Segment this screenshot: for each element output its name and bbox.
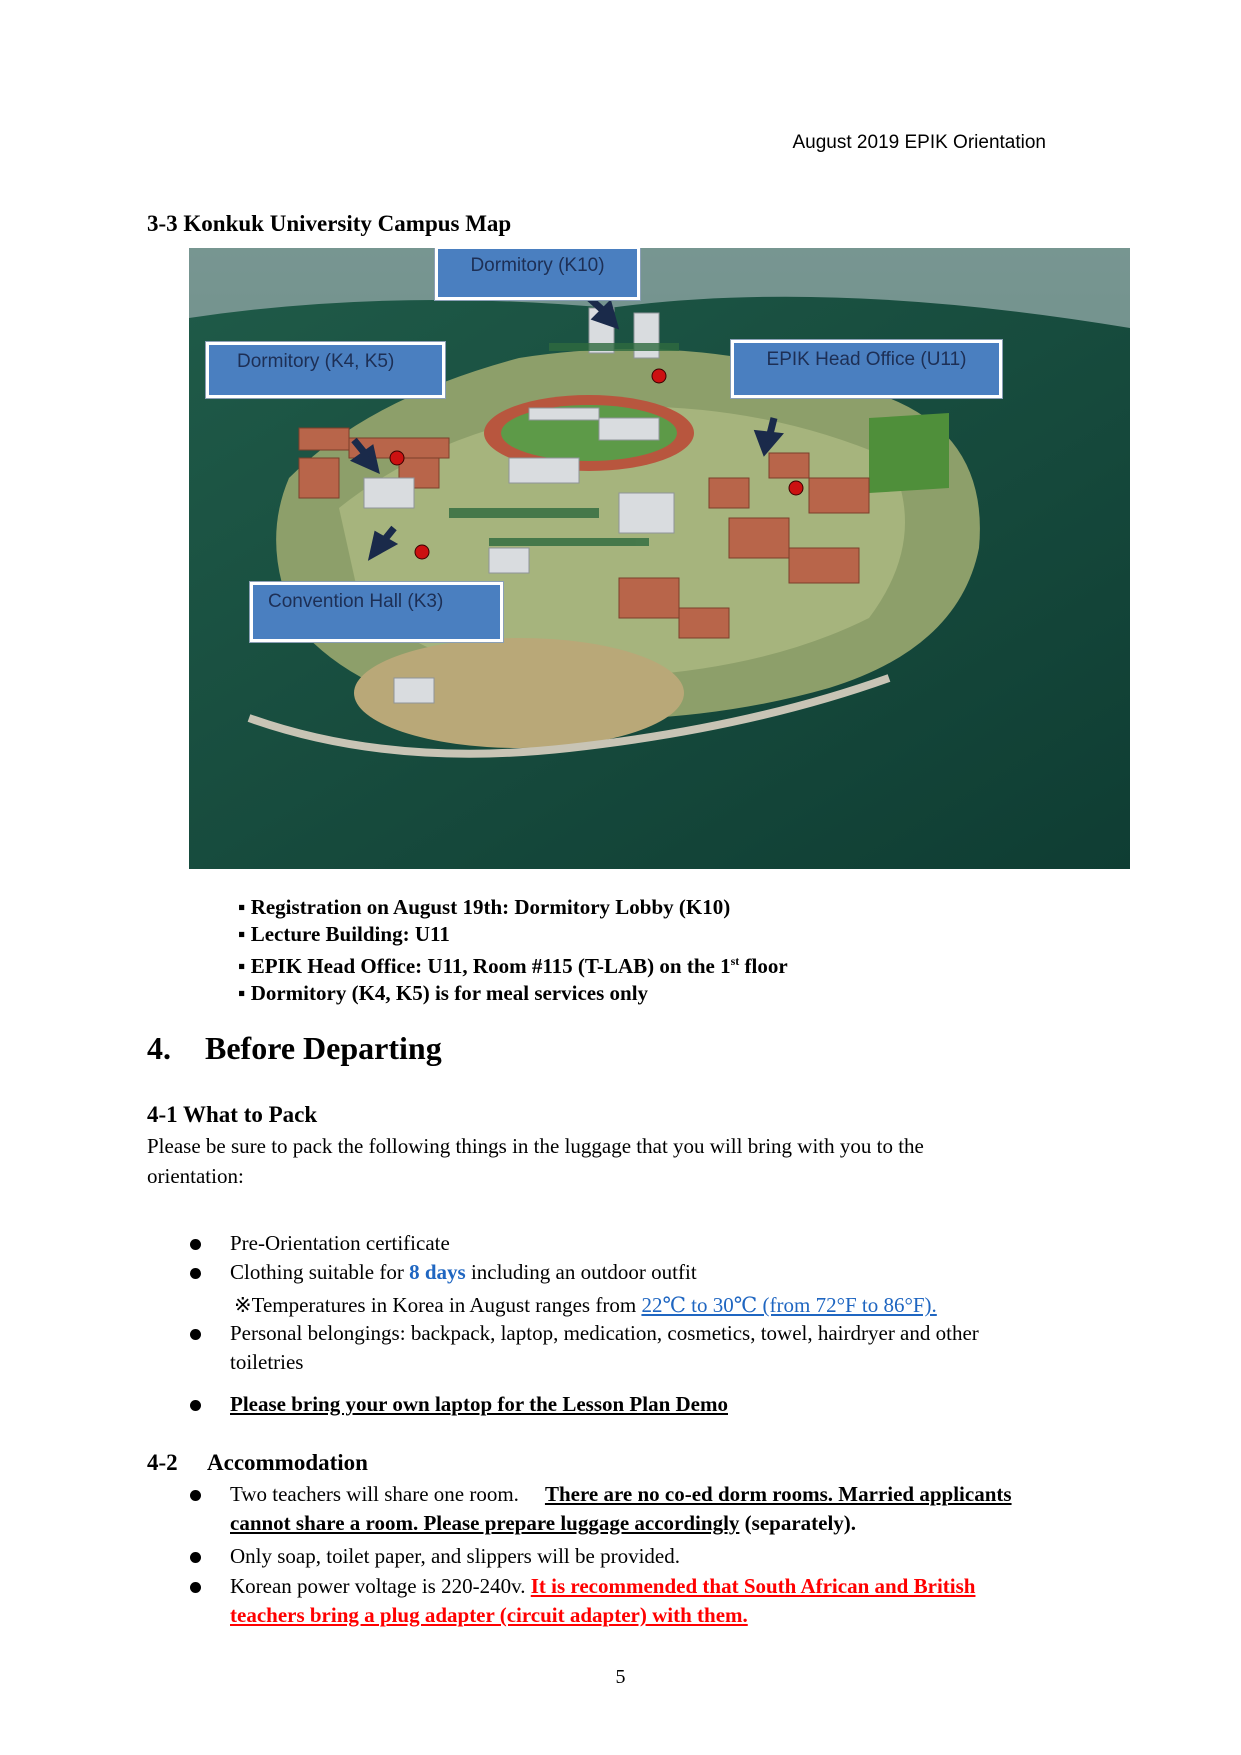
page-number: 5 [615,1666,626,1688]
pack-item-certificate: Pre-Orientation certificate [230,1229,1110,1258]
note-registration: ▪ Registration on August 19th: Dormitory Lobby (K10) [238,895,731,919]
accommodation-item-amenities: Only soap, toilet paper, and slippers will be provided. [230,1542,1110,1571]
map-notes [238,894,788,1007]
map-label-convention-hall: Convention Hall (K3) [250,582,503,642]
map-label-dormitory-k10: Dormitory (K10) [435,248,640,300]
pack-intro: Please be sure to pack the following things in the luggage that you will bring with you to the orientation: [147,1134,924,1188]
running-header: August 2019 EPIK Orientation [792,132,1046,153]
subsection-title-what-to-pack: 4-1 What to Pack [147,1102,318,1127]
accommodation-item-voltage: Korean power voltage is 220-240v. It is recommended that South African and British teachers bring a plug adapter (circuit adapter) with them. [230,1572,1110,1630]
accommodation-item-sharing: Two teachers will share one room. There are no co-ed dorm rooms. Married applicants cannot share a room. Please prepare luggage accordingly (separately). [230,1480,1110,1538]
pack-item-clothing: Clothing suitable for 8 days including an outdoor outfit [230,1258,1110,1287]
map-label-dormitory-k4k5: Dormitory (K4, K5) [206,342,445,398]
section-title-campus-map: 3-3 Konkuk University Campus Map [147,211,512,236]
campus-map-image [189,248,1130,869]
note-lecture-building: ▪ Lecture Building: U11 [238,922,450,946]
location-marker-k10 [652,369,666,383]
location-marker-u11 [789,481,803,495]
temperature-range: 22℃ to 30℃ (from 72°F to 86°F). [641,1293,937,1317]
map-label-epik-head-office: EPIK Head Office (U11) [731,340,1002,398]
pack-item-belongings: Personal belongings: backpack, laptop, medication, cosmetics, towel, hairdryer and other toiletries [230,1319,1110,1377]
section-heading-before-departing: 4. Before Departing [147,1030,442,1066]
temperature-note: ※Temperatures in Korea in August ranges from 22℃ to 30℃ (from 72°F to 86°F). [234,1293,937,1317]
note-dormitory-meals: ▪ Dormitory (K4, K5) is for meal services only [238,981,649,1005]
location-marker-k3 [415,545,429,559]
note-head-office: ▪ EPIK Head Office: U11, Room #115 (T-LAB) on the 1st floor [238,954,788,978]
subsection-title-accommodation: 4-2 Accommodation [147,1450,368,1475]
pack-item-laptop: Please bring your own laptop for the Lesson Plan Demo [230,1390,1110,1419]
location-marker-k4k5 [390,451,404,465]
